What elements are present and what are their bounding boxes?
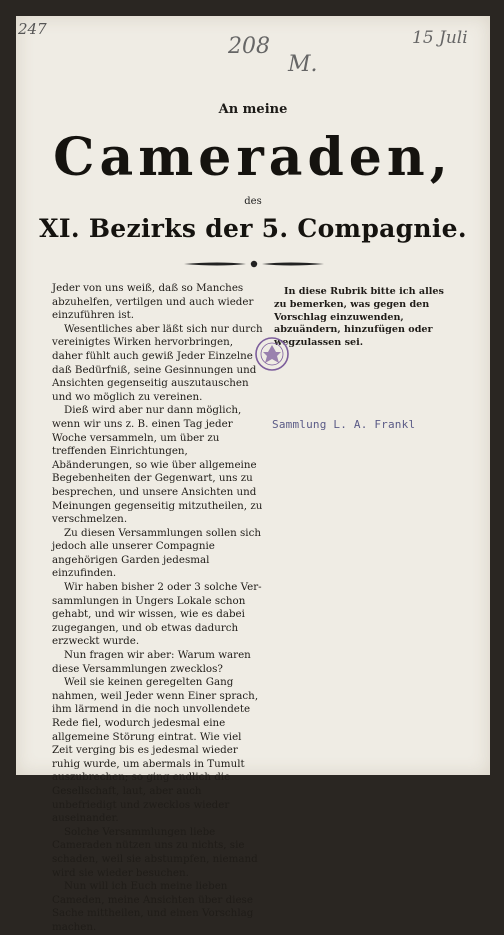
paragraph: Wir haben bisher 2 oder 3 solche Versammlungen in Ungers Lokale schon gehabt, und wir wissen, wie es dabei zugegangen, und ob etwas dadurch erzweckt wurde. <box>52 581 262 648</box>
paragraph: Wesentliches aber läßt sich nur durch vereinigtes Wirken hervorbringen, daher fühlt auch gewiß Jeder Einzelne daß Bedürfniß, seine Gesinnungen und Ansichten gegenseitig auszutauschen und wo möglich zu vereinen. <box>52 322 263 403</box>
paragraph: Solche Versammlungen liebe Cameraden nützen uns zu nichts, sie schaden, weil sie abstumpfen, niemand wird sie wieder besuchen. <box>52 825 258 879</box>
collection-stamp: Sammlung L. A. Frankl <box>272 418 416 431</box>
header-salutation: An meine <box>218 102 288 117</box>
header-des: des <box>244 196 262 207</box>
header-title: Cameraden, <box>53 127 453 188</box>
library-seal-stamp <box>254 336 290 372</box>
document-page <box>16 16 490 933</box>
header-subtitle: XI. Bezirks der 5. Compagnie. <box>39 214 467 243</box>
ornamental-divider <box>184 260 324 268</box>
handwritten-mark: M. <box>288 52 318 77</box>
paragraph: Nun fragen wir aber: Warum waren diese Versammlungen zwecklos? <box>52 649 251 675</box>
main-text-column <box>52 282 264 935</box>
paragraph: Dieß wird aber nur dann möglich, wenn wir uns z. B. einen Tag jeder Woche versammeln, um über zu treffenden Einrichtungen, Abänderungen, so wie über allgemeine Begebenheiten der Gegenwart, uns zu besprechen, und unsere Ansichten und Meinungen gegenseitig mitzutheilen, zu verschmelzen. <box>52 404 263 526</box>
side-note: In diese Rubrik bitte ich alles zu bemerken, was gegen den Vorschlag einzuwenden, abzuändern, hinzufügen oder wegzulassen sei. <box>274 286 444 349</box>
handwritten-date: 15 Juli <box>412 28 468 48</box>
paragraph: Zu diesen Versammlungen sollen sich jedoch alle unserer Compagnie angehörigen Garden jedesmal einzufinden. <box>52 526 261 580</box>
handwritten-left-number: 247 <box>18 20 47 38</box>
paragraph: Weil sie keinen geregelten Gang nahmen, weil Jeder wenn Einer sprach, ihm lärmend in die noch unvollendete Rede fiel, wodurch jedesmal eine allgemeine Störung eintrat. Wie viel Zeit verging bis es jedesmal wieder ruhig wurde, um abermals in Tumult auszubrechen; so ging endlich die Gesellschaft, laut, aber auch unbefriedigt und zwecklos wieder auseinander. <box>52 676 259 825</box>
paragraph: Jeder von uns weiß, daß so Manches abzuhelfen, vertilgen und auch wieder einzuführen ist. <box>52 282 254 322</box>
paragraph: Nun will ich Euch meine lieben Cameden, meine Ansichten über diese Sache mittheilen, und einen Vorschlag machen. <box>52 880 254 933</box>
handwritten-center-number: 208 <box>228 34 270 59</box>
